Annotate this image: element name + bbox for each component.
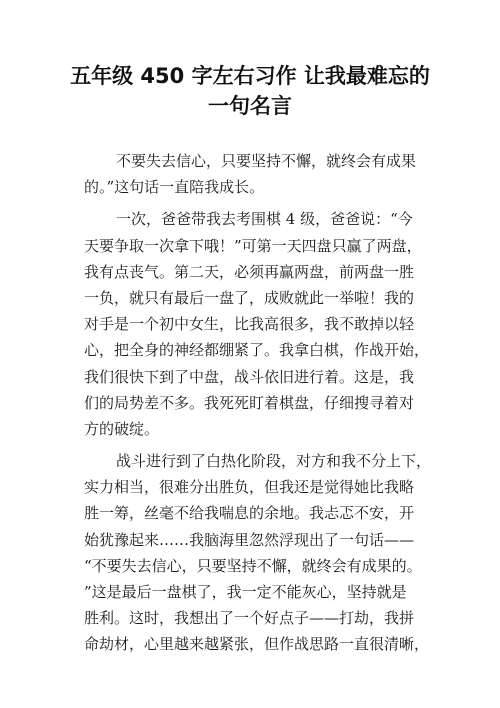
- paragraph-line: 天要争取一次拿下哦！”可第一天四盘只赢了两盘，: [84, 236, 422, 255]
- paragraph-line: 我有点丧气。第二天，必须再赢两盘，前两盘一胜: [84, 262, 415, 281]
- paragraph-line: 胜利。这时，我想出了一个好点子——打劫，我拼: [84, 609, 415, 628]
- paragraph-1: [84, 148, 424, 200]
- paragraph-line: 胜一筹，丝毫不给我喘息的余地。我忐忑不安，开: [84, 504, 415, 523]
- paragraph-line: 一次，爸爸带我去考围棋 4 级，爸爸说：“今: [116, 210, 413, 229]
- document-body: [84, 148, 432, 658]
- paragraph-line: 命劫材，心里越来越紧张，但作战思路一直很清晰，: [84, 635, 430, 654]
- paragraph-line: 不要失去信心，只要坚持不懈，就终会有成果: [116, 152, 417, 170]
- paragraph-line: 的。”这句话一直陪我成长。: [84, 178, 265, 197]
- paragraph-line: 我们很快下到了中盘，战斗依旧进行着。这是，我: [84, 367, 415, 386]
- paragraph-line: ”这是最后一盘棋了，我一定不能灰心，坚持就是: [84, 583, 407, 601]
- paragraph-line: 实力相当，很难分出胜负，但我还是觉得她比我略: [84, 478, 415, 497]
- paragraph-line: 对手是一个初中女生，比我高很多，我不敢掉以轻: [84, 315, 415, 334]
- paragraph-line: 始犹豫起来……我脑海里忽然浮现出了一句话——: [84, 530, 415, 549]
- paragraph-line: 心，把全身的神经都绷紧了。我拿白棋，作战开始，: [84, 341, 430, 360]
- paragraph-3: [84, 448, 432, 658]
- document-title-line-2: 一句名言: [208, 94, 292, 118]
- paragraph-line: “不要失去信心，只要坚持不懈，就终会有成果的。: [84, 556, 422, 575]
- paragraph-line: 战斗进行到了白热化阶段，对方和我不分上下，: [116, 452, 432, 471]
- paragraph-2: [84, 206, 430, 442]
- paragraph-line: 一负，就只有最后一盘了，成败就此一举啦！我的: [84, 288, 415, 307]
- document-title-line-1: 五年级 450 字左右习作 让我最难忘的: [70, 64, 430, 88]
- paragraph-line: 们的局势差不多。我死死盯着棋盘，仔细搜寻着对: [84, 393, 415, 412]
- paragraph-line: 方的破绽。: [84, 419, 160, 438]
